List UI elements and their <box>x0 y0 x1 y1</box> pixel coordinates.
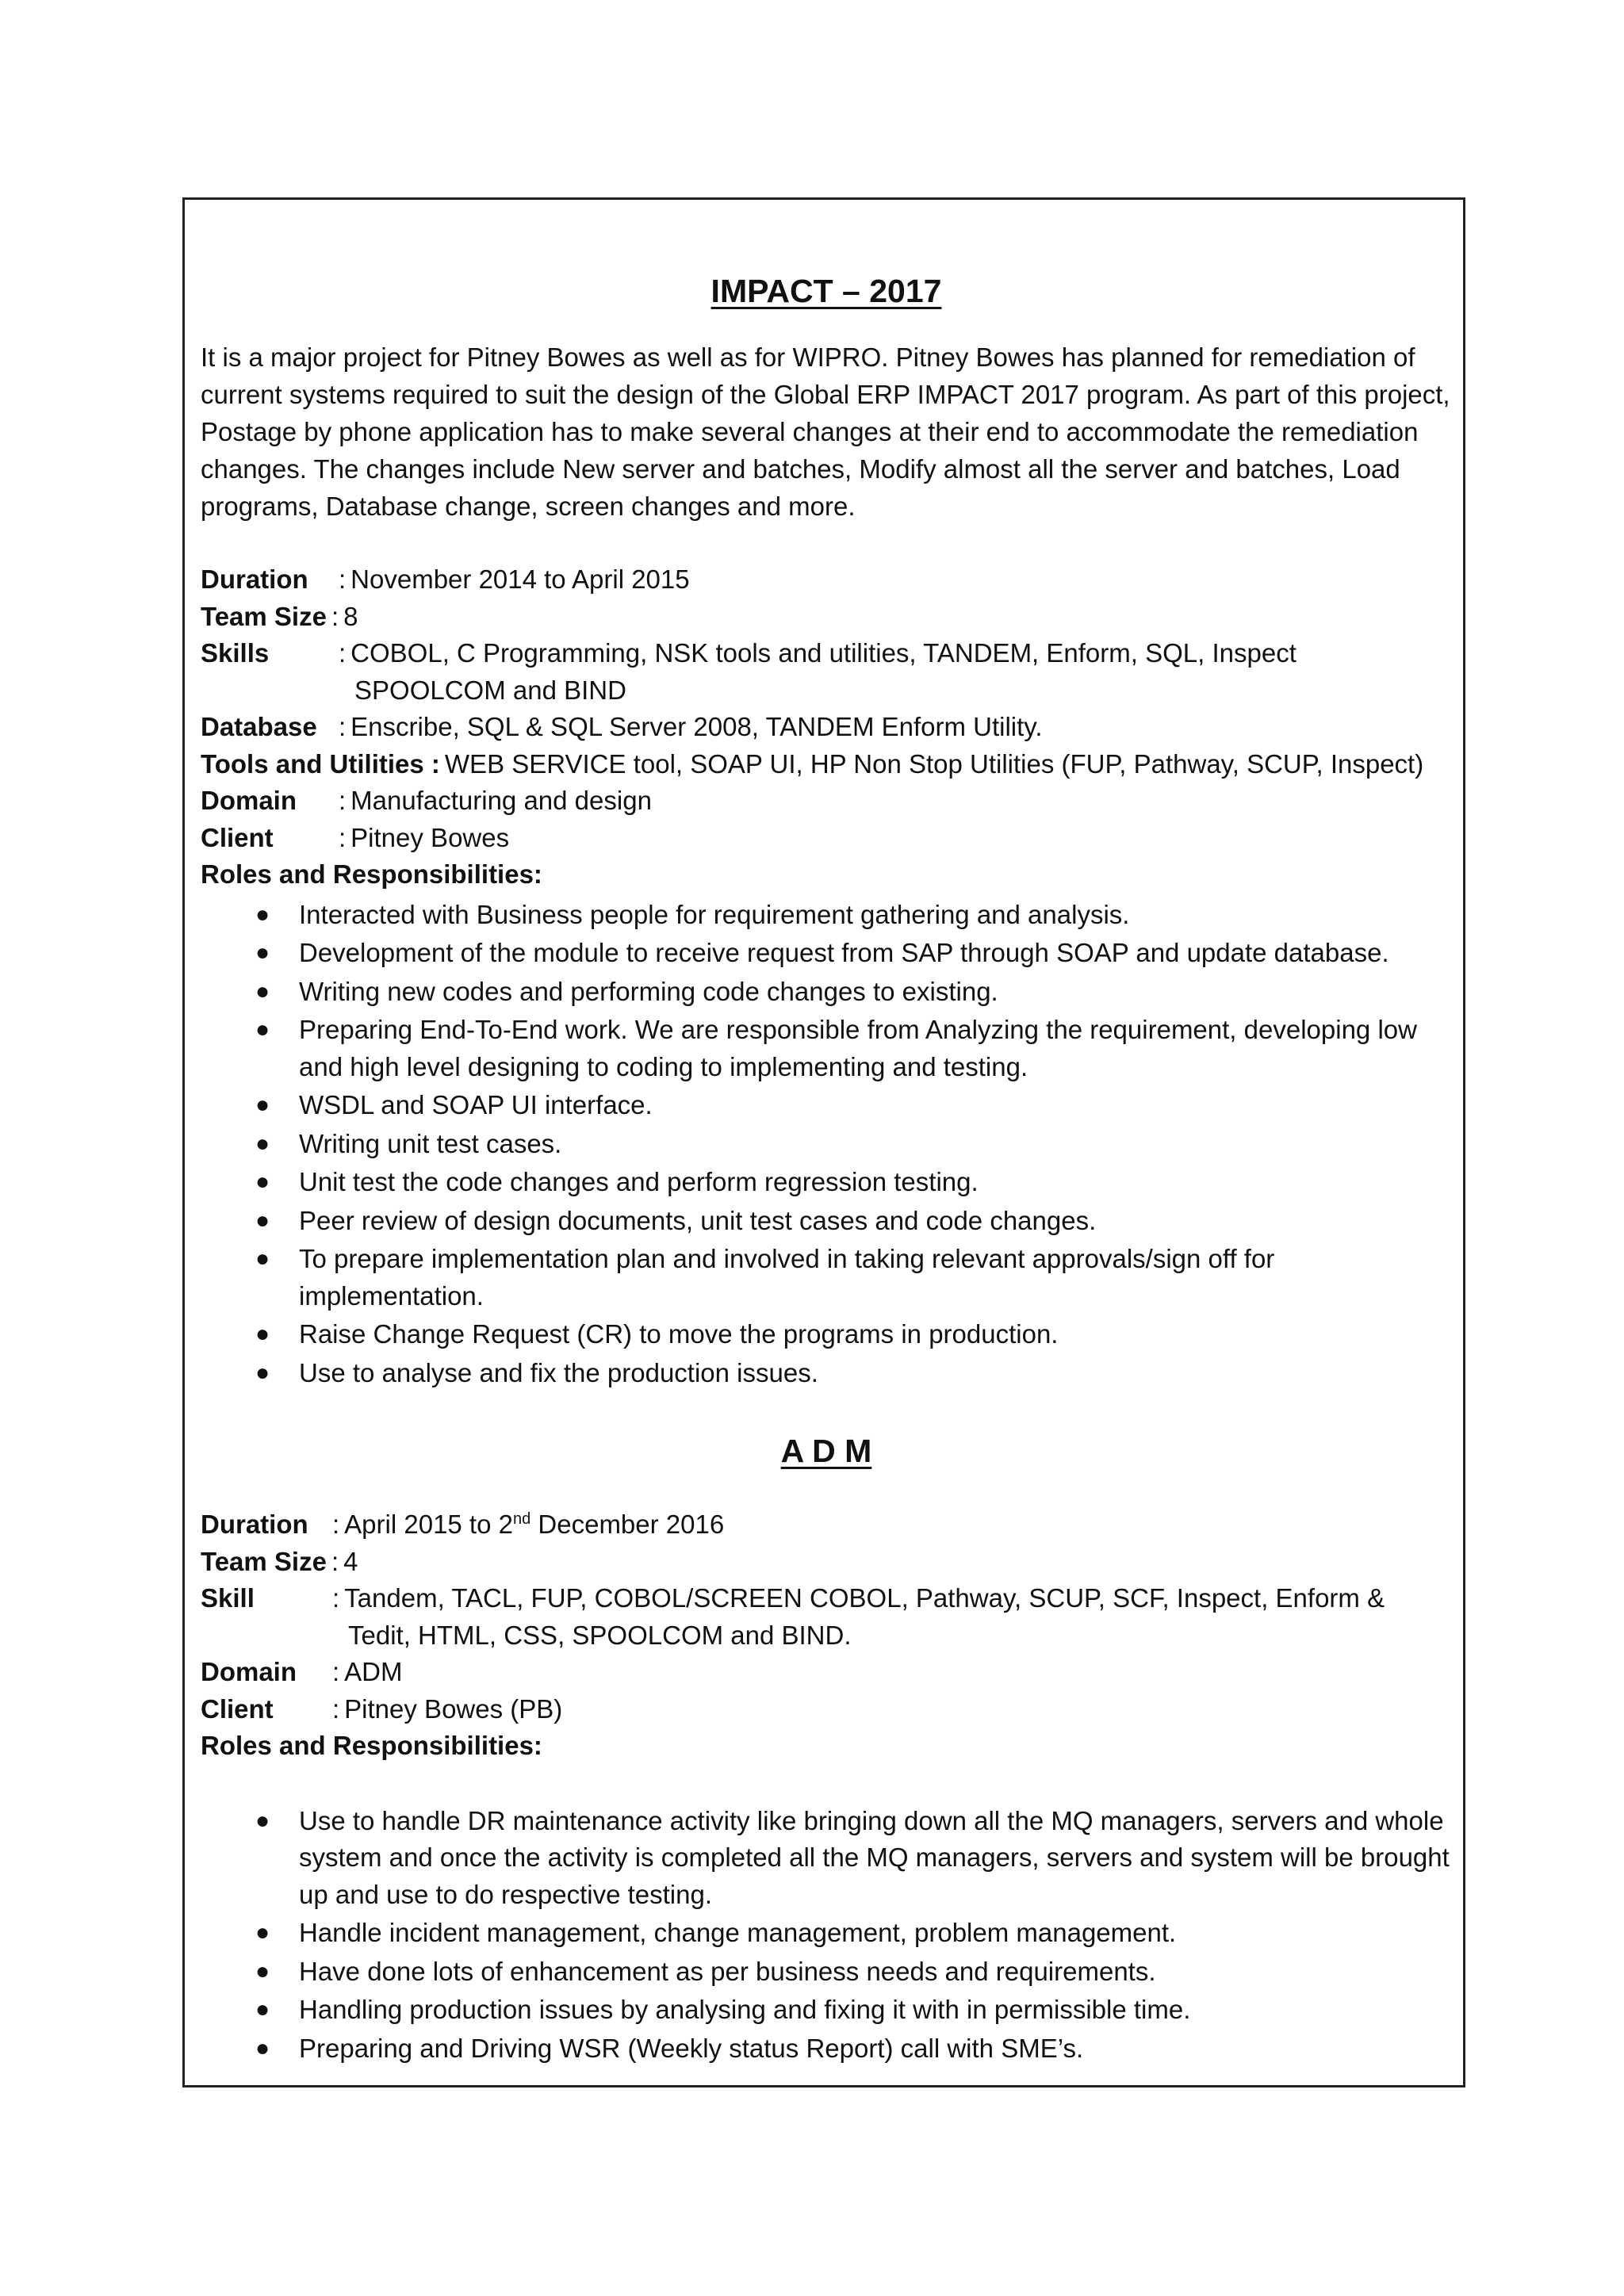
impact-responsibilities-list <box>201 897 1452 1392</box>
list-item-text: Handling production issues by analysing and fixing it with in permissible time. <box>299 1995 1191 2024</box>
list-item-text: To prepare implementation plan and involved in taking relevant approvals/sign off for implementation. <box>299 1244 1275 1311</box>
impact-client-value: Pitney Bowes <box>350 822 510 852</box>
list-item <box>255 1316 1452 1353</box>
adm-team-size-row: Team Size : 4 <box>201 1544 1452 1581</box>
list-item <box>255 1164 1452 1201</box>
adm-skill-value-2: Tedit, HTML, CSS, SPOOLCOM and BIND. <box>348 1620 852 1650</box>
impact-intro: It is a major project for Pitney Bowes as well as for WIPRO. Pitney Bowes has planned for remediation of current systems required to suit the design of the Global ERP IMPACT 2017 program. As part of this project, Postage by phone application has to make several changes at their end to accommodate the remediation changes. The changes include New server and batches, Modify almost all the server and batches, Load programs, Database change, screen changes and more. <box>201 342 1450 521</box>
impact-team-size-row: Team Size : 8 <box>201 599 1452 636</box>
bullet-icon: ● <box>255 1130 270 1157</box>
list-item-text: Handle incident management, change management, problem management. <box>299 1918 1177 1947</box>
impact-roles-title: Roles and Responsibilities: <box>201 859 542 889</box>
impact-fields <box>201 561 1452 894</box>
bullet-icon: ● <box>255 939 270 966</box>
impact-domain-label: Domain <box>201 786 297 815</box>
bullet-icon: ● <box>255 1957 270 1984</box>
bullet-icon: ● <box>255 1996 270 2022</box>
adm-duration-value-post: December 2016 <box>530 1510 725 1539</box>
adm-duration-label: Duration <box>201 1510 308 1539</box>
impact-database-label: Database <box>201 712 317 741</box>
document-content <box>201 200 1452 2068</box>
adm-skill-label: Skill <box>201 1583 255 1613</box>
adm-client-value: Pitney Bowes (PB) <box>344 1693 563 1724</box>
impact-client-label: Client <box>201 822 274 852</box>
list-item-text: Unit test the code changes and perform regression testing. <box>299 1167 979 1196</box>
bullet-icon: ● <box>255 1246 270 1272</box>
list-item-text: Peer review of design documents, unit test cases and code changes. <box>299 1205 1097 1235</box>
adm-roles-title: Roles and Responsibilities: <box>201 1731 542 1760</box>
list-item <box>255 1954 1452 1991</box>
impact-tools-row <box>201 746 1452 783</box>
list-item-text: Use to analyse and fix the production issues. <box>299 1357 818 1387</box>
list-item-text: Preparing End-To-End work. We are responsible from Analyzing the requirement, developing low and high level designing to coding to implementing and testing. <box>299 1015 1417 1081</box>
list-item <box>255 1012 1452 1085</box>
bullet-icon: ● <box>255 1919 270 1946</box>
impact-database-value: Enscribe, SQL & SQL Server 2008, TANDEM Enform Utility. <box>350 712 1043 741</box>
impact-domain-value: Manufacturing and design <box>350 786 652 815</box>
list-item <box>255 1087 1452 1124</box>
list-item <box>255 1241 1452 1314</box>
impact-duration-label: Duration <box>201 564 308 594</box>
adm-team-size-label: Team Size <box>201 1546 327 1576</box>
adm-duration-row: Duration : April 2015 to 2nd December 2016 <box>201 1506 1452 1544</box>
list-item <box>255 974 1452 1011</box>
bullet-icon: ● <box>255 1207 270 1234</box>
list-item <box>255 897 1452 934</box>
impact-tools-value: WEB SERVICE tool, SOAP UI, HP Non Stop Utilities (FUP, Pathway, SCUP, Inspect) <box>444 748 1424 779</box>
bullet-icon: ● <box>255 901 270 928</box>
impact-duration-value: November 2014 to April 2015 <box>350 564 690 594</box>
list-item-text: Writing new codes and performing code changes to existing. <box>299 976 998 1006</box>
list-item-text: Use to handle DR maintenance activity like bringing down all the MQ managers, servers and whole system and once the activity is completed all the MQ managers, servers and system will be brought up and use to do respective testing. <box>299 1805 1450 1909</box>
impact-skills-value-1: COBOL, C Programming, NSK tools and utilities, TANDEM, Enform, SQL, Inspect <box>350 638 1297 668</box>
bullet-icon: ● <box>255 1016 270 1043</box>
bullet-icon: ● <box>255 1169 270 1195</box>
adm-client-row: Client : Pitney Bowes (PB) <box>201 1691 1452 1728</box>
impact-heading: IMPACT – 2017 <box>710 273 942 309</box>
adm-duration-value-sup: nd <box>512 1510 531 1528</box>
list-item-text: Writing unit test cases. <box>299 1128 562 1158</box>
list-item-text: Development of the module to receive request from SAP through SOAP and update database. <box>299 938 1389 967</box>
bullet-icon: ● <box>255 1359 270 1386</box>
bullet-icon: ● <box>255 1807 270 1834</box>
list-item <box>255 1992 1452 2029</box>
impact-tools-label: Tools and Utilities : <box>201 748 440 779</box>
document-frame <box>182 197 1465 2087</box>
list-item <box>255 1803 1452 1914</box>
impact-skills-row: Skills : COBOL, C Programming, NSK tools and utilities, TANDEM, Enform, SQL, Inspect SPOOLCOM and BIND <box>201 635 1452 709</box>
impact-domain-row: Domain : Manufacturing and design <box>201 783 1452 820</box>
list-item <box>255 935 1452 972</box>
list-item-text: Interacted with Business people for requirement gathering and analysis. <box>299 899 1130 929</box>
adm-domain-row: Domain : ADM <box>201 1654 1452 1691</box>
impact-database-row: Database : Enscribe, SQL & SQL Server 2008, TANDEM Enform Utility. <box>201 709 1452 746</box>
impact-skills-label: Skills <box>201 638 270 668</box>
list-item <box>255 1126 1452 1163</box>
impact-team-size-label: Team Size <box>201 601 327 631</box>
adm-client-label: Client <box>201 1693 274 1724</box>
list-item-text: Have done lots of enhancement as per business needs and requirements. <box>299 1956 1156 1986</box>
adm-skill-row: Skill : Tandem, TACL, FUP, COBOL/SCREEN COBOL, Pathway, SCUP, SCF, Inspect, Enform & Tedit, HTML, CSS, SPOOLCOM and BIND. <box>201 1580 1452 1654</box>
impact-client-row: Client : Pitney Bowes <box>201 820 1452 857</box>
adm-team-size-value: 4 <box>343 1546 358 1576</box>
adm-domain-value: ADM <box>344 1657 403 1686</box>
impact-team-size-value: 8 <box>343 601 358 631</box>
adm-responsibilities-list <box>201 1803 1452 2068</box>
adm-domain-label: Domain <box>201 1657 297 1686</box>
list-item <box>255 1915 1452 1952</box>
list-item <box>255 2030 1452 2068</box>
list-item-text: Raise Change Request (CR) to move the programs in production. <box>299 1319 1059 1349</box>
adm-skill-value-1: Tandem, TACL, FUP, COBOL/SCREEN COBOL, Pathway, SCUP, SCF, Inspect, Enform & <box>344 1583 1385 1613</box>
impact-skills-value-2: SPOOLCOM and BIND <box>354 675 626 705</box>
list-item-text: Preparing and Driving WSR (Weekly status Report) call with SME’s. <box>299 2033 1084 2063</box>
bullet-icon: ● <box>255 978 270 1004</box>
list-item-text: WSDL and SOAP UI interface. <box>299 1090 653 1119</box>
bullet-icon: ● <box>255 1321 270 1347</box>
bullet-icon: ● <box>255 2034 270 2061</box>
adm-heading: A D M <box>780 1433 872 1469</box>
list-item <box>255 1203 1452 1240</box>
bullet-icon: ● <box>255 1092 270 1118</box>
impact-duration-row: Duration : November 2014 to April 2015 <box>201 561 1452 599</box>
adm-duration-value-pre: April 2015 to 2 <box>344 1510 513 1539</box>
list-item <box>255 1355 1452 1392</box>
adm-fields <box>201 1506 1452 1765</box>
